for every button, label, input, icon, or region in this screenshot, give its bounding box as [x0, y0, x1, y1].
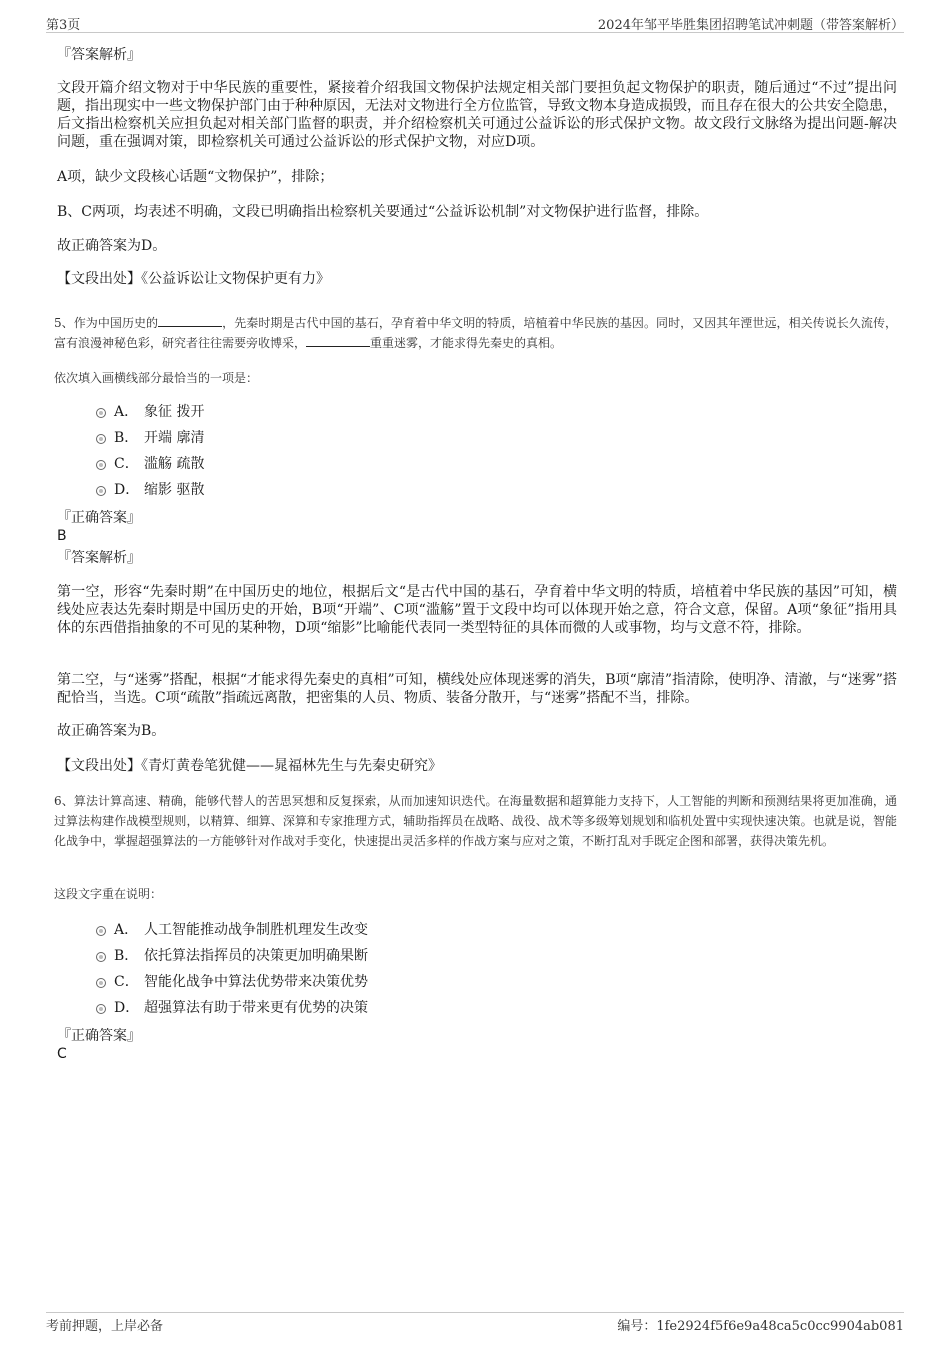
q5-options	[54, 399, 205, 503]
q6-answer-heading	[57, 1026, 897, 1046]
q6-answer	[57, 1044, 897, 1064]
q5-analysis-1	[57, 583, 897, 637]
radio-button[interactable]	[96, 434, 106, 444]
fill-blank	[306, 334, 370, 347]
q5-prompt	[54, 369, 897, 387]
analysis-paragraph: 第一空，形容“先秦时期”在中国历史的地位，根据后文“是古代中国的基石，孕育着中华文明的特质，培植着中华民族的基因”可知，横线处应表达先秦时期是中国历史的开始，B项“开端”、C项“滥觞”置于文段中均可以体现开始之意，符合文意，保留。A项“象征”指用具体的东西借指抽象的不可见的某种物，D项“缩影”比喻能代表同一类型特征的具体而微的人或事物，均与文意不符，排除。	[57, 584, 897, 636]
q5-stem	[54, 313, 897, 353]
q4-analysis-body-4	[57, 237, 897, 255]
option-c[interactable]: C． 智能化战争中算法优势带来决策优势	[54, 969, 98, 995]
fill-blank	[158, 314, 222, 327]
page-header	[46, 12, 904, 33]
stem-text: ，先秦时期是古代中国的基石，孕育着中华文明的特质，培植着中华民族的基因。同时，又因其年湮世远，相关传说长久流传，富有浪漫神秘色彩，研究者往往需要旁收博采，	[54, 316, 897, 350]
analysis-paragraph: 第二空，与“迷雾”搭配，根据“才能求得先秦史的真相”可知，横线处应体现迷雾的消失，B项“廓清”指清除，使明净、清澈，与“迷雾”搭配恰当，当选。C项“疏散”指疏远离散，把密集的人员、物质、装备分散开，与“迷雾”搭配不当，排除。	[57, 672, 897, 706]
answer-heading: 『正确答案』	[57, 1028, 141, 1044]
question-prompt: 依次填入画横线部分最恰当的一项是：	[54, 371, 259, 385]
q6-options	[54, 917, 368, 1021]
stem-text: 5、作为中国历史的	[54, 316, 159, 330]
question-stem	[54, 313, 897, 353]
q4-source	[57, 270, 897, 288]
stem-text: 重重迷雾，才能求得先秦史的真相。	[370, 336, 563, 350]
analysis-heading: 『答案解析』	[57, 47, 141, 63]
q5-analysis-2	[57, 671, 897, 707]
answer-value: B	[57, 528, 67, 544]
radio-button[interactable]	[96, 978, 106, 988]
q5-answer-heading	[57, 508, 897, 528]
option-d[interactable]: D． 超强算法有助于带来更有优势的决策	[54, 995, 98, 1021]
radio-button[interactable]	[96, 1004, 106, 1014]
answer-heading: 『正确答案』	[57, 510, 141, 526]
option-c[interactable]: C． 滥觞 疏散	[54, 451, 98, 477]
option-a[interactable]: A． 象征 拨开	[54, 399, 98, 425]
question-stem: 6、算法计算高速、精确，能够代替人的苦思冥想和反复探索，从而加速知识迭代。在海量数据和超算能力支持下，人工智能的判断和预测结果将更加准确，通过算法构建作战模型规则，以精算、细算、深算和专家推理方式，辅助指挥员在战略、战役、战术等多级筹划规划和临机处置中实现快速决策。也就是说，智能化战争中，掌握超强算法的一方能够针对作战对手变化，快速提出灵活多样的作战方案与应对之策，不断打乱对手既定企图和部署，获得决策先机。	[54, 794, 897, 848]
analysis-paragraph: 文段开篇介绍文物对于中华民族的重要性，紧接着介绍我国文物保护法规定相关部门要担负起文物保护的职责，随后通过“不过”提出问题，指出现实中一些文物保护部门由于种种原因，无法对文物进行全方位监管，导致文物本身造成损毁，而且存在很大的公共安全隐患，后文指出检察机关应担负起对相关部门监督的职责，并介绍检察机关可通过公益诉讼的形式保护文物。故文段行文脉络为提出问题-解决问题，重在强调对策，即检察机关可通过公益诉讼的形式保护文物，对应D项。	[57, 80, 897, 150]
analysis-paragraph: A项，缺少文段核心话题“文物保护”，排除；	[57, 169, 334, 185]
q5-analysis-3	[57, 722, 897, 740]
option-a[interactable]: A． 人工智能推动战争制胜机理发生改变	[54, 917, 98, 943]
document-title: 2024年邹平毕胜集团招聘笔试冲刺题（带答案解析）	[597, 18, 904, 33]
q4-analysis-section	[57, 45, 897, 65]
q5-answer	[57, 526, 897, 546]
q6-prompt	[54, 885, 897, 903]
source-citation: 【文段出处】《公益诉讼让文物保护更有力》	[57, 271, 330, 287]
q4-analysis-body	[57, 79, 897, 151]
analysis-paragraph: 故正确答案为D。	[57, 238, 167, 254]
q4-analysis-body-2	[57, 168, 897, 186]
analysis-heading: 『答案解析』	[57, 550, 141, 566]
source-citation: 【文段出处】《青灯黄卷笔犹健——晁福林先生与先秦史研究》	[57, 758, 442, 774]
radio-button[interactable]	[96, 408, 106, 418]
radio-button[interactable]	[96, 486, 106, 496]
question-prompt: 这段文字重在说明：	[54, 887, 163, 901]
page-number: 第3页	[46, 18, 81, 33]
analysis-paragraph: B、C两项，均表述不明确，文段已明确指出检察机关要通过“公益诉讼机制”对文物保护进行监督，排除。	[57, 204, 709, 220]
answer-value: C	[57, 1046, 67, 1062]
analysis-paragraph: 故正确答案为B。	[57, 723, 166, 739]
radio-button[interactable]	[96, 460, 106, 470]
option-d[interactable]: D． 缩影 驱散	[54, 477, 98, 503]
q5-source	[57, 757, 897, 775]
q6-stem	[54, 791, 897, 851]
footer-slogan: 考前押题，上岸必备	[46, 1319, 164, 1334]
page-footer	[46, 1312, 904, 1335]
option-b[interactable]: B． 依托算法指挥员的决策更加明确果断	[54, 943, 98, 969]
q4-analysis-body-3	[57, 203, 897, 221]
radio-button[interactable]	[96, 952, 106, 962]
radio-button[interactable]	[96, 926, 106, 936]
option-b[interactable]: B． 开端 廓清	[54, 425, 98, 451]
q5-analysis-heading	[57, 548, 897, 568]
document-id: 编号：1fe2924f5f6e9a48ca5c0cc9904ab081	[617, 1319, 904, 1334]
